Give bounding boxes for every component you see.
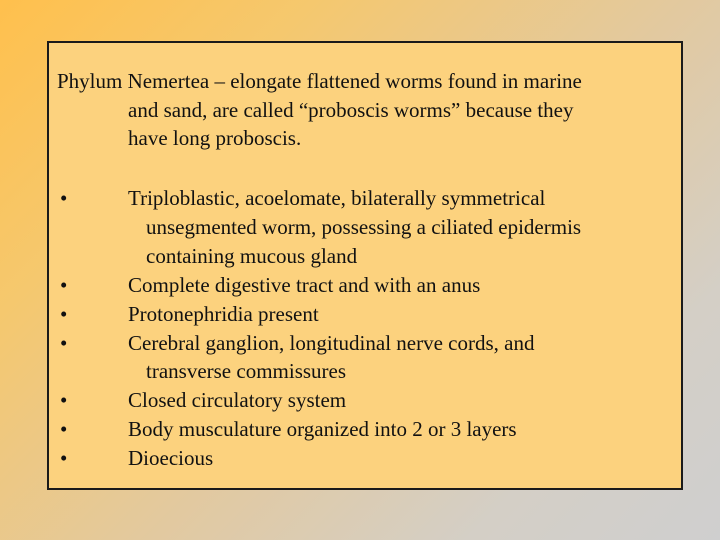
- list-item: [57, 300, 677, 329]
- bullet-icon: •: [60, 446, 68, 471]
- list-item-text: Protonephridia present: [128, 301, 319, 326]
- content-box: [47, 41, 683, 490]
- list-item-text: Cerebral ganglion, longitudinal nerve cords, and: [128, 330, 535, 355]
- list-item-text: Dioecious: [128, 446, 214, 471]
- list-item: [57, 415, 677, 444]
- bullet-icon: •: [60, 301, 68, 326]
- intro-paragraph: [57, 67, 677, 153]
- list-item: [57, 329, 677, 387]
- list-item-text: containing mucous gland: [146, 243, 358, 268]
- list-item-text: Complete digestive tract and with an anus: [128, 272, 481, 297]
- bullet-icon: •: [60, 417, 68, 442]
- list-item-text: Closed circulatory system: [128, 388, 347, 413]
- bullet-icon: •: [60, 186, 68, 210]
- bullet-icon: •: [60, 388, 68, 413]
- list-item-text: transverse commissures: [146, 359, 347, 384]
- intro-line: and sand, are called “proboscis worms” because they: [128, 97, 574, 122]
- bullet-icon: •: [60, 272, 68, 297]
- list-item-text: Triploblastic, acoelomate, bilaterally symmetrical: [128, 186, 546, 210]
- list-item: [57, 184, 677, 271]
- intro-line: have long proboscis.: [128, 126, 302, 150]
- list-item: [57, 386, 677, 415]
- characteristics-list: [57, 184, 677, 473]
- intro-line: Phylum Nemertea – elongate flattened worms found in marine: [57, 69, 582, 93]
- list-item: [57, 271, 677, 300]
- list-item: [57, 444, 677, 473]
- list-item-text: unsegmented worm, possessing a ciliated epidermis: [146, 214, 582, 239]
- list-item-text: Body musculature organized into 2 or 3 layers: [128, 417, 517, 442]
- bullet-icon: •: [60, 330, 68, 355]
